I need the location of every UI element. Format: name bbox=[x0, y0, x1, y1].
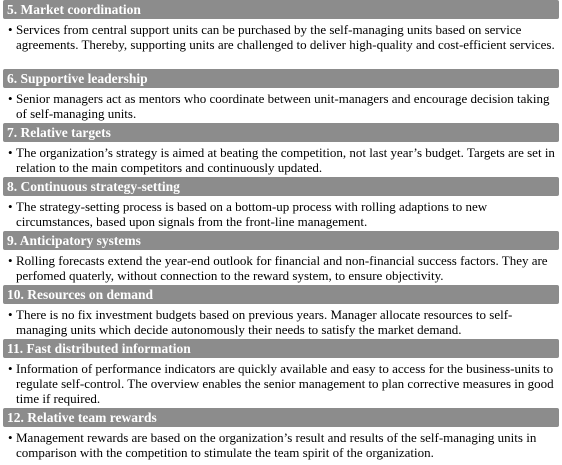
section-body bbox=[3, 196, 559, 231]
section-supportive-leadership bbox=[3, 69, 559, 123]
section-body bbox=[3, 142, 559, 177]
section-text: Services from central support units can be purchased by the self-managing units based on service agreements. Thereby, supporting units are challenged to deliver high-quality and cost-efficient services. bbox=[16, 22, 555, 53]
bullet-icon: • bbox=[8, 253, 13, 268]
section-relative-team-rewards bbox=[3, 408, 559, 462]
section-text: Senior managers act as mentors who coordinate between unit-managers and encourage decision taking of self-managing units. bbox=[16, 91, 550, 122]
bullet-icon: • bbox=[8, 22, 13, 37]
section-title: 11. Fast distributed information bbox=[3, 339, 559, 358]
bullet-icon: • bbox=[8, 307, 13, 322]
section-text: Information of performance indicators are quickly available and easy to access for the business-units to regulate self-control. The overview enables the senior management to plan corrective measures in good time if required. bbox=[16, 361, 554, 407]
section-text: There is no fix investment budgets based on previous years. Manager allocate resources to self-managing units which decide autonomously their needs to satisfy the market demand. bbox=[16, 307, 513, 338]
section-body bbox=[3, 88, 559, 123]
section-title: 9. Anticipatory systems bbox=[3, 231, 559, 250]
section-body bbox=[3, 358, 559, 408]
section-title: 7. Relative targets bbox=[3, 123, 559, 142]
section-text: Rolling forecasts extend the year-end outlook for financial and non-financial success factors. They are perfomed quaterly, without connection to the reward system, to ensure objectivity. bbox=[16, 253, 548, 284]
section-relative-targets bbox=[3, 123, 559, 177]
section-title: 6. Supportive leadership bbox=[3, 69, 559, 88]
bullet-icon: • bbox=[8, 145, 13, 160]
bullet-icon: • bbox=[8, 430, 13, 445]
section-text: Management rewards are based on the organization’s result and results of the self-managing units in comparison with the competition to stimulate the team spirit of the organization. bbox=[16, 430, 537, 461]
section-text: The strategy-setting process is based on a bottom-up process with rolling adaptions to new circumstances, based upon signals from the front-line management. bbox=[16, 199, 488, 230]
section-body bbox=[3, 427, 559, 462]
section-continuous-strategy-setting bbox=[3, 177, 559, 231]
bullet-icon: • bbox=[8, 361, 13, 376]
section-market-coordination bbox=[3, 0, 559, 69]
section-title: 5. Market coordination bbox=[3, 0, 559, 19]
section-title: 12. Relative team rewards bbox=[3, 408, 559, 427]
bullet-icon: • bbox=[8, 91, 13, 106]
section-body bbox=[3, 250, 559, 285]
bullet-icon: • bbox=[8, 199, 13, 214]
section-text: The organization’s strategy is aimed at beating the competition, not last year’s budget. Targets are set in relation to the main competitors and continuously updated. bbox=[16, 145, 555, 176]
section-title: 10. Resources on demand bbox=[3, 285, 559, 304]
section-resources-on-demand bbox=[3, 285, 559, 339]
principles-document bbox=[3, 0, 559, 462]
section-body bbox=[3, 304, 559, 339]
section-fast-distributed-information bbox=[3, 339, 559, 408]
section-anticipatory-systems bbox=[3, 231, 559, 285]
section-title: 8. Continuous strategy-setting bbox=[3, 177, 559, 196]
section-body bbox=[3, 19, 559, 69]
